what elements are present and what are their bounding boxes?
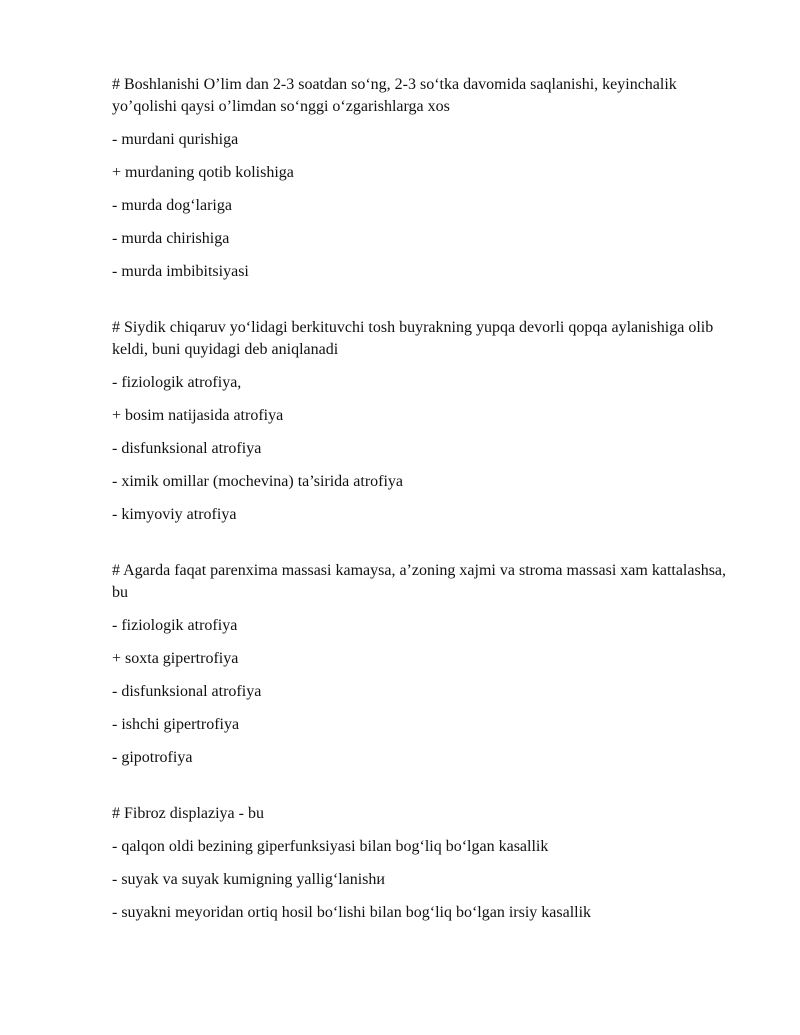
question-text: # Siydik chiqaruv yo‘lidagi berkituvchi tosh buyrakning yupqa devorli qopqa aylanishiga olib keldi, buni quyidagi deb aniqlanadi xyxy=(112,319,714,358)
answer-option: - murda imbibitsiyasi xyxy=(112,263,249,280)
document-page xyxy=(112,74,732,958)
answer-option: - murdani qurishiga xyxy=(112,131,239,148)
question-block-3 xyxy=(112,560,732,769)
question-text: # Boshlanishi O’lim dan 2-3 soatdan so‘ng, 2-3 so‘tka davomida saqlanishi, keyinchalik yo’qolishi qaysi o’limdan so‘nggi o‘zgarishlarga xos xyxy=(112,76,677,115)
question-block-4 xyxy=(112,803,732,924)
question-text: # Agarda faqat parenxima massasi kamaysa, a’zoning xajmi va stroma massasi xam kattalashsa, bu xyxy=(112,562,727,601)
answer-option: - disfunksional atrofiya xyxy=(112,683,262,700)
question-text: # Fibroz displaziya - bu xyxy=(112,805,264,822)
answer-option: - murda chirishiga xyxy=(112,230,230,247)
answer-option-correct: + soxta gipertrofiya xyxy=(112,650,239,667)
answer-option: - ishchi gipertrofiya xyxy=(112,716,240,733)
answer-option: - murda dog‘lariga xyxy=(112,197,232,214)
question-block-2 xyxy=(112,317,732,526)
question-block-1 xyxy=(112,74,732,283)
answer-option: - kimyoviy atrofiya xyxy=(112,506,237,523)
answer-option: - suyak va suyak kumigning yallig‘lanishи xyxy=(112,871,385,888)
answer-option: - suyakni meyoridan ortiq hosil bo‘lishi bilan bog‘liq bo‘lgan irsiy kasallik xyxy=(112,904,592,921)
answer-option-correct: + bosim natijasida atrofiya xyxy=(112,407,284,424)
answer-option: - fiziologik atrofiya, xyxy=(112,374,242,391)
answer-option-correct: + murdaning qotib kolishiga xyxy=(112,164,294,181)
answer-option: - fiziologik atrofiya xyxy=(112,617,238,634)
answer-option: - qalqon oldi bezining giperfunksiyasi bilan bog‘liq bo‘lgan kasallik xyxy=(112,838,549,855)
answer-option: - gipotrofiya xyxy=(112,749,193,766)
answer-option: - disfunksional atrofiya xyxy=(112,440,262,457)
answer-option: - ximik omillar (mochevina) ta’sirida atrofiya xyxy=(112,473,404,490)
